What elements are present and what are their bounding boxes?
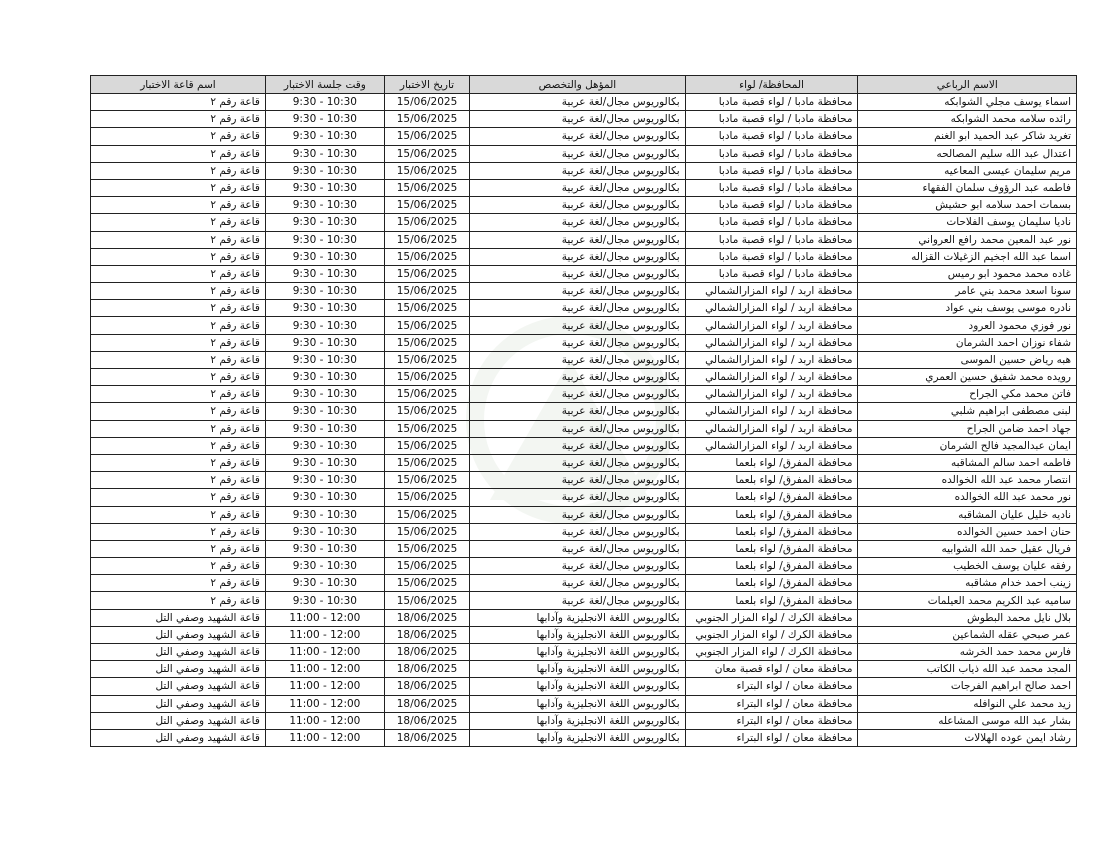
cell-hall: قاعة رقم ٢: [91, 540, 266, 557]
cell-name: جهاد احمد ضامن الجراح: [858, 420, 1077, 437]
cell-session-time: 11:00 - 12:00: [265, 644, 384, 661]
cell-exam-date: 15/06/2025: [384, 351, 469, 368]
cell-name: زينب احمد خدام مشاقبه: [858, 575, 1077, 592]
header-qualification: المؤهل والتخصص: [470, 76, 685, 94]
cell-name: رشاد ايمن عوده الهلالات: [858, 729, 1077, 746]
cell-governorate: محافظة مادبا / لواء قصبة مادبا: [685, 145, 858, 162]
cell-name: رائده سلامه محمد الشوابكه: [858, 111, 1077, 128]
cell-exam-date: 18/06/2025: [384, 626, 469, 643]
cell-session-time: 9:30 - 10:30: [265, 179, 384, 196]
table-row: [91, 231, 1077, 248]
cell-exam-date: 15/06/2025: [384, 231, 469, 248]
cell-qualification: بكالوريوس مجال/لغة عربية: [470, 317, 685, 334]
cell-session-time: 9:30 - 10:30: [265, 558, 384, 575]
cell-name: ناديا سليمان يوسف الفلاحات: [858, 214, 1077, 231]
cell-governorate: محافظة المفرق/ لواء بلعما: [685, 523, 858, 540]
table-row: [91, 403, 1077, 420]
table-row: [91, 644, 1077, 661]
cell-session-time: 9:30 - 10:30: [265, 437, 384, 454]
table-row: [91, 197, 1077, 214]
table-row: [91, 248, 1077, 265]
cell-qualification: بكالوريوس مجال/لغة عربية: [470, 179, 685, 196]
cell-governorate: محافظة معان / لواء البتراء: [685, 678, 858, 695]
cell-hall: قاعة رقم ٢: [91, 300, 266, 317]
cell-exam-date: 15/06/2025: [384, 592, 469, 609]
cell-name: ساميه عبد الكريم محمد العيلمات: [858, 592, 1077, 609]
cell-session-time: 11:00 - 12:00: [265, 729, 384, 746]
cell-session-time: 9:30 - 10:30: [265, 523, 384, 540]
cell-session-time: 9:30 - 10:30: [265, 214, 384, 231]
cell-hall: قاعة رقم ٢: [91, 214, 266, 231]
cell-governorate: محافظة مادبا / لواء قصبة مادبا: [685, 111, 858, 128]
header-governorate: المحافظة/ لواء: [685, 76, 858, 94]
cell-hall: قاعة الشهيد وصفي التل: [91, 661, 266, 678]
cell-governorate: محافظة معان / لواء البتراء: [685, 729, 858, 746]
cell-session-time: 9:30 - 10:30: [265, 231, 384, 248]
cell-name: المجد محمد عبد الله ذياب الكاتب: [858, 661, 1077, 678]
cell-qualification: بكالوريوس اللغة الانجليزية وآدابها: [470, 644, 685, 661]
cell-name: انتصار محمد عبد الله الخوالده: [858, 472, 1077, 489]
cell-exam-date: 15/06/2025: [384, 283, 469, 300]
table-body: [91, 94, 1077, 747]
cell-session-time: 9:30 - 10:30: [265, 575, 384, 592]
cell-session-time: 9:30 - 10:30: [265, 403, 384, 420]
cell-exam-date: 15/06/2025: [384, 317, 469, 334]
cell-name: نور محمد عبد الله الخوالده: [858, 489, 1077, 506]
table-row: [91, 592, 1077, 609]
cell-hall: قاعة رقم ٢: [91, 162, 266, 179]
cell-hall: قاعة رقم ٢: [91, 111, 266, 128]
cell-exam-date: 15/06/2025: [384, 334, 469, 351]
cell-governorate: محافظة اربد / لواء المزارالشمالي: [685, 283, 858, 300]
cell-governorate: محافظة مادبا / لواء قصبة مادبا: [685, 265, 858, 282]
cell-qualification: بكالوريوس مجال/لغة عربية: [470, 523, 685, 540]
table-row: [91, 661, 1077, 678]
table-row: [91, 145, 1077, 162]
header-session-time: وقت جلسة الاختبار: [265, 76, 384, 94]
table-row: [91, 111, 1077, 128]
cell-hall: قاعة رقم ٢: [91, 145, 266, 162]
cell-session-time: 9:30 - 10:30: [265, 334, 384, 351]
cell-governorate: محافظة مادبا / لواء قصبة مادبا: [685, 231, 858, 248]
cell-session-time: 9:30 - 10:30: [265, 111, 384, 128]
cell-exam-date: 15/06/2025: [384, 111, 469, 128]
cell-exam-date: 15/06/2025: [384, 454, 469, 471]
table-row: [91, 626, 1077, 643]
cell-hall: قاعة رقم ٢: [91, 197, 266, 214]
cell-name: نادره موسى يوسف بني عواد: [858, 300, 1077, 317]
header-hall: اسم قاعة الاختبار: [91, 76, 266, 94]
cell-session-time: 9:30 - 10:30: [265, 472, 384, 489]
cell-qualification: بكالوريوس اللغة الانجليزية وآدابها: [470, 609, 685, 626]
cell-qualification: بكالوريوس مجال/لغة عربية: [470, 420, 685, 437]
cell-session-time: 9:30 - 10:30: [265, 369, 384, 386]
cell-exam-date: 18/06/2025: [384, 644, 469, 661]
cell-qualification: بكالوريوس مجال/لغة عربية: [470, 351, 685, 368]
cell-qualification: بكالوريوس مجال/لغة عربية: [470, 197, 685, 214]
cell-qualification: بكالوريوس اللغة الانجليزية وآدابها: [470, 626, 685, 643]
cell-governorate: محافظة معان / لواء قصبة معان: [685, 661, 858, 678]
table-row: [91, 162, 1077, 179]
cell-exam-date: 15/06/2025: [384, 179, 469, 196]
table-row: [91, 334, 1077, 351]
table-row: [91, 300, 1077, 317]
table-row: [91, 94, 1077, 111]
cell-name: اعتدال عبد الله سليم المصالحه: [858, 145, 1077, 162]
cell-session-time: 9:30 - 10:30: [265, 300, 384, 317]
cell-name: حنان احمد حسين الخوالده: [858, 523, 1077, 540]
cell-governorate: محافظة المفرق/ لواء بلعما: [685, 489, 858, 506]
cell-qualification: بكالوريوس مجال/لغة عربية: [470, 506, 685, 523]
cell-name: ايمان عبدالمجيد فالح الشرمان: [858, 437, 1077, 454]
table-row: [91, 283, 1077, 300]
cell-name: احمد صالح ابراهيم الفرجات: [858, 678, 1077, 695]
cell-name: شفاء نوزان احمد الشرمان: [858, 334, 1077, 351]
cell-hall: قاعة الشهيد وصفي التل: [91, 609, 266, 626]
cell-session-time: 9:30 - 10:30: [265, 128, 384, 145]
cell-governorate: محافظة مادبا / لواء قصبة مادبا: [685, 179, 858, 196]
cell-name: اسما عبد الله اجخيم الزغيلات القزاله: [858, 248, 1077, 265]
table-row: [91, 489, 1077, 506]
table-row: [91, 179, 1077, 196]
cell-hall: قاعة الشهيد وصفي التل: [91, 729, 266, 746]
table-row: [91, 386, 1077, 403]
table-row: [91, 558, 1077, 575]
cell-qualification: بكالوريوس مجال/لغة عربية: [470, 265, 685, 282]
cell-hall: قاعة الشهيد وصفي التل: [91, 678, 266, 695]
cell-governorate: محافظة اربد / لواء المزارالشمالي: [685, 403, 858, 420]
cell-session-time: 11:00 - 12:00: [265, 678, 384, 695]
header-exam-date: تاريخ الاختبار: [384, 76, 469, 94]
cell-session-time: 9:30 - 10:30: [265, 540, 384, 557]
cell-hall: قاعة رقم ٢: [91, 472, 266, 489]
cell-qualification: بكالوريوس مجال/لغة عربية: [470, 403, 685, 420]
cell-exam-date: 15/06/2025: [384, 472, 469, 489]
cell-name: سونا اسعد محمد بني عامر: [858, 283, 1077, 300]
cell-exam-date: 15/06/2025: [384, 540, 469, 557]
cell-governorate: محافظة معان / لواء البتراء: [685, 712, 858, 729]
table-row: [91, 695, 1077, 712]
cell-governorate: محافظة المفرق/ لواء بلعما: [685, 592, 858, 609]
table-row: [91, 472, 1077, 489]
table-row: [91, 454, 1077, 471]
cell-hall: قاعة رقم ٢: [91, 334, 266, 351]
cell-qualification: بكالوريوس مجال/لغة عربية: [470, 369, 685, 386]
cell-session-time: 9:30 - 10:30: [265, 386, 384, 403]
cell-session-time: 11:00 - 12:00: [265, 661, 384, 678]
table-row: [91, 609, 1077, 626]
cell-hall: قاعة الشهيد وصفي التل: [91, 695, 266, 712]
cell-governorate: محافظة مادبا / لواء قصبة مادبا: [685, 248, 858, 265]
table-row: [91, 265, 1077, 282]
cell-session-time: 11:00 - 12:00: [265, 609, 384, 626]
cell-name: تغريد شاكر عبد الحميد ابو الغنم: [858, 128, 1077, 145]
cell-exam-date: 18/06/2025: [384, 661, 469, 678]
cell-session-time: 11:00 - 12:00: [265, 626, 384, 643]
cell-session-time: 9:30 - 10:30: [265, 351, 384, 368]
cell-session-time: 9:30 - 10:30: [265, 265, 384, 282]
cell-governorate: محافظة اربد / لواء المزارالشمالي: [685, 300, 858, 317]
cell-exam-date: 15/06/2025: [384, 420, 469, 437]
cell-exam-date: 18/06/2025: [384, 695, 469, 712]
cell-governorate: محافظة المفرق/ لواء بلعما: [685, 454, 858, 471]
cell-exam-date: 15/06/2025: [384, 489, 469, 506]
cell-name: هبه رياض حسين الموسى: [858, 351, 1077, 368]
cell-name: بشار عبد الله موسى المشاعله: [858, 712, 1077, 729]
table-row: [91, 729, 1077, 746]
cell-name: ناديه خليل عليان المشاقبه: [858, 506, 1077, 523]
cell-governorate: محافظة مادبا / لواء قصبة مادبا: [685, 214, 858, 231]
cell-governorate: محافظة مادبا / لواء قصبة مادبا: [685, 94, 858, 111]
cell-session-time: 9:30 - 10:30: [265, 592, 384, 609]
cell-qualification: بكالوريوس مجال/لغة عربية: [470, 540, 685, 557]
cell-governorate: محافظة الكرك / لواء المزار الجنوبي: [685, 609, 858, 626]
cell-governorate: محافظة المفرق/ لواء بلعما: [685, 540, 858, 557]
cell-governorate: محافظة المفرق/ لواء بلعما: [685, 472, 858, 489]
table-row: [91, 351, 1077, 368]
cell-name: بلال نايل محمد البطوش: [858, 609, 1077, 626]
cell-qualification: بكالوريوس مجال/لغة عربية: [470, 575, 685, 592]
cell-hall: قاعة رقم ٢: [91, 558, 266, 575]
cell-governorate: محافظة الكرك / لواء المزار الجنوبي: [685, 626, 858, 643]
header-name: الاسم الرباعي: [858, 76, 1077, 94]
cell-qualification: بكالوريوس اللغة الانجليزية وآدابها: [470, 729, 685, 746]
cell-hall: قاعة الشهيد وصفي التل: [91, 626, 266, 643]
cell-hall: قاعة رقم ٢: [91, 317, 266, 334]
cell-exam-date: 15/06/2025: [384, 558, 469, 575]
cell-qualification: بكالوريوس اللغة الانجليزية وآدابها: [470, 712, 685, 729]
cell-governorate: محافظة الكرك / لواء المزار الجنوبي: [685, 644, 858, 661]
cell-session-time: 9:30 - 10:30: [265, 197, 384, 214]
table-header: [91, 76, 1077, 94]
cell-session-time: 9:30 - 10:30: [265, 420, 384, 437]
cell-exam-date: 15/06/2025: [384, 162, 469, 179]
cell-hall: قاعة رقم ٢: [91, 523, 266, 540]
cell-governorate: محافظة اربد / لواء المزارالشمالي: [685, 386, 858, 403]
cell-exam-date: 18/06/2025: [384, 729, 469, 746]
cell-hall: قاعة رقم ٢: [91, 248, 266, 265]
cell-name: رفقه عليان يوسف الخطيب: [858, 558, 1077, 575]
cell-governorate: محافظة اربد / لواء المزارالشمالي: [685, 437, 858, 454]
cell-hall: قاعة رقم ٢: [91, 283, 266, 300]
cell-hall: قاعة رقم ٢: [91, 575, 266, 592]
cell-session-time: 9:30 - 10:30: [265, 145, 384, 162]
cell-hall: قاعة رقم ٢: [91, 437, 266, 454]
cell-session-time: 11:00 - 12:00: [265, 712, 384, 729]
cell-hall: قاعة رقم ٢: [91, 94, 266, 111]
cell-session-time: 11:00 - 12:00: [265, 695, 384, 712]
cell-exam-date: 18/06/2025: [384, 609, 469, 626]
cell-qualification: بكالوريوس اللغة الانجليزية وآدابها: [470, 661, 685, 678]
cell-exam-date: 15/06/2025: [384, 265, 469, 282]
cell-qualification: بكالوريوس مجال/لغة عربية: [470, 111, 685, 128]
cell-hall: قاعة رقم ٢: [91, 265, 266, 282]
cell-qualification: بكالوريوس مجال/لغة عربية: [470, 94, 685, 111]
table-row: [91, 506, 1077, 523]
cell-hall: قاعة رقم ٢: [91, 369, 266, 386]
table-row: [91, 214, 1077, 231]
cell-qualification: بكالوريوس مجال/لغة عربية: [470, 214, 685, 231]
cell-name: فارس محمد حمد الخرشه: [858, 644, 1077, 661]
cell-hall: قاعة رقم ٢: [91, 454, 266, 471]
cell-exam-date: 15/06/2025: [384, 506, 469, 523]
cell-hall: قاعة رقم ٢: [91, 231, 266, 248]
table-row: [91, 540, 1077, 557]
cell-governorate: محافظة مادبا / لواء قصبة مادبا: [685, 197, 858, 214]
cell-name: فريال عقيل حمد الله الشوابيه: [858, 540, 1077, 557]
cell-session-time: 9:30 - 10:30: [265, 162, 384, 179]
cell-governorate: محافظة المفرق/ لواء بلعما: [685, 506, 858, 523]
cell-exam-date: 15/06/2025: [384, 248, 469, 265]
cell-name: نور فوزي محمود العرود: [858, 317, 1077, 334]
cell-exam-date: 15/06/2025: [384, 437, 469, 454]
cell-qualification: بكالوريوس مجال/لغة عربية: [470, 128, 685, 145]
cell-name: فاطمه عبد الرؤوف سلمان الفقهاء: [858, 179, 1077, 196]
cell-qualification: بكالوريوس مجال/لغة عربية: [470, 145, 685, 162]
cell-name: اسماء يوسف مجلي الشوابكه: [858, 94, 1077, 111]
cell-name: فاطمه احمد سالم المشاقبه: [858, 454, 1077, 471]
cell-qualification: بكالوريوس مجال/لغة عربية: [470, 437, 685, 454]
cell-exam-date: 18/06/2025: [384, 678, 469, 695]
table-row: [91, 523, 1077, 540]
cell-session-time: 9:30 - 10:30: [265, 506, 384, 523]
cell-hall: قاعة رقم ٢: [91, 420, 266, 437]
cell-session-time: 9:30 - 10:30: [265, 283, 384, 300]
cell-qualification: بكالوريوس اللغة الانجليزية وآدابها: [470, 678, 685, 695]
cell-name: لبنى مصطفى ابراهيم شلبي: [858, 403, 1077, 420]
cell-governorate: محافظة المفرق/ لواء بلعما: [685, 558, 858, 575]
cell-exam-date: 15/06/2025: [384, 369, 469, 386]
cell-exam-date: 15/06/2025: [384, 403, 469, 420]
cell-qualification: بكالوريوس مجال/لغة عربية: [470, 592, 685, 609]
exam-schedule-table: [90, 75, 1077, 747]
cell-exam-date: 15/06/2025: [384, 128, 469, 145]
cell-qualification: بكالوريوس مجال/لغة عربية: [470, 454, 685, 471]
cell-hall: قاعة رقم ٢: [91, 128, 266, 145]
header-row: [91, 76, 1077, 94]
cell-qualification: بكالوريوس مجال/لغة عربية: [470, 334, 685, 351]
cell-hall: قاعة الشهيد وصفي التل: [91, 712, 266, 729]
cell-session-time: 9:30 - 10:30: [265, 489, 384, 506]
cell-hall: قاعة رقم ٢: [91, 179, 266, 196]
cell-qualification: بكالوريوس مجال/لغة عربية: [470, 283, 685, 300]
cell-name: زيد محمد علي النوافله: [858, 695, 1077, 712]
cell-exam-date: 15/06/2025: [384, 575, 469, 592]
cell-hall: قاعة رقم ٢: [91, 592, 266, 609]
cell-qualification: بكالوريوس مجال/لغة عربية: [470, 300, 685, 317]
cell-name: غاده محمد محمود ابو رميس: [858, 265, 1077, 282]
cell-governorate: محافظة اربد / لواء المزارالشمالي: [685, 351, 858, 368]
cell-governorate: محافظة اربد / لواء المزارالشمالي: [685, 334, 858, 351]
cell-governorate: محافظة اربد / لواء المزارالشمالي: [685, 369, 858, 386]
cell-governorate: محافظة اربد / لواء المزارالشمالي: [685, 420, 858, 437]
cell-qualification: بكالوريوس مجال/لغة عربية: [470, 162, 685, 179]
cell-exam-date: 15/06/2025: [384, 523, 469, 540]
table-row: [91, 317, 1077, 334]
cell-name: مريم سليمان عيسى المعاعيه: [858, 162, 1077, 179]
cell-exam-date: 15/06/2025: [384, 145, 469, 162]
table-row: [91, 128, 1077, 145]
cell-name: عمر صبحي عقله الشماعين: [858, 626, 1077, 643]
cell-exam-date: 15/06/2025: [384, 197, 469, 214]
cell-qualification: بكالوريوس مجال/لغة عربية: [470, 386, 685, 403]
cell-exam-date: 15/06/2025: [384, 214, 469, 231]
cell-exam-date: 15/06/2025: [384, 94, 469, 111]
cell-session-time: 9:30 - 10:30: [265, 248, 384, 265]
cell-hall: قاعة رقم ٢: [91, 403, 266, 420]
table-row: [91, 575, 1077, 592]
cell-exam-date: 15/06/2025: [384, 386, 469, 403]
cell-name: نور عبد المعين محمد رافع العرواني: [858, 231, 1077, 248]
cell-hall: قاعة رقم ٢: [91, 489, 266, 506]
cell-hall: قاعة رقم ٢: [91, 351, 266, 368]
cell-qualification: بكالوريوس مجال/لغة عربية: [470, 472, 685, 489]
table-row: [91, 437, 1077, 454]
cell-session-time: 9:30 - 10:30: [265, 454, 384, 471]
cell-hall: قاعة الشهيد وصفي التل: [91, 644, 266, 661]
cell-qualification: بكالوريوس مجال/لغة عربية: [470, 558, 685, 575]
table-row: [91, 369, 1077, 386]
cell-governorate: محافظة اربد / لواء المزارالشمالي: [685, 317, 858, 334]
cell-qualification: بكالوريوس اللغة الانجليزية وآدابها: [470, 695, 685, 712]
cell-session-time: 9:30 - 10:30: [265, 317, 384, 334]
cell-governorate: محافظة المفرق/ لواء بلعما: [685, 575, 858, 592]
cell-qualification: بكالوريوس مجال/لغة عربية: [470, 248, 685, 265]
cell-governorate: محافظة مادبا / لواء قصبة مادبا: [685, 162, 858, 179]
cell-qualification: بكالوريوس مجال/لغة عربية: [470, 489, 685, 506]
cell-hall: قاعة رقم ٢: [91, 506, 266, 523]
table-row: [91, 420, 1077, 437]
cell-exam-date: 18/06/2025: [384, 712, 469, 729]
cell-qualification: بكالوريوس مجال/لغة عربية: [470, 231, 685, 248]
cell-name: بسمات احمد سلامه ابو حشيش: [858, 197, 1077, 214]
cell-name: رويده محمد شفيق حسين العمري: [858, 369, 1077, 386]
cell-hall: قاعة رقم ٢: [91, 386, 266, 403]
cell-governorate: محافظة معان / لواء البتراء: [685, 695, 858, 712]
table-row: [91, 678, 1077, 695]
table-row: [91, 712, 1077, 729]
cell-exam-date: 15/06/2025: [384, 300, 469, 317]
cell-name: فاتن محمد مكي الجراح: [858, 386, 1077, 403]
cell-session-time: 9:30 - 10:30: [265, 94, 384, 111]
cell-governorate: محافظة مادبا / لواء قصبة مادبا: [685, 128, 858, 145]
